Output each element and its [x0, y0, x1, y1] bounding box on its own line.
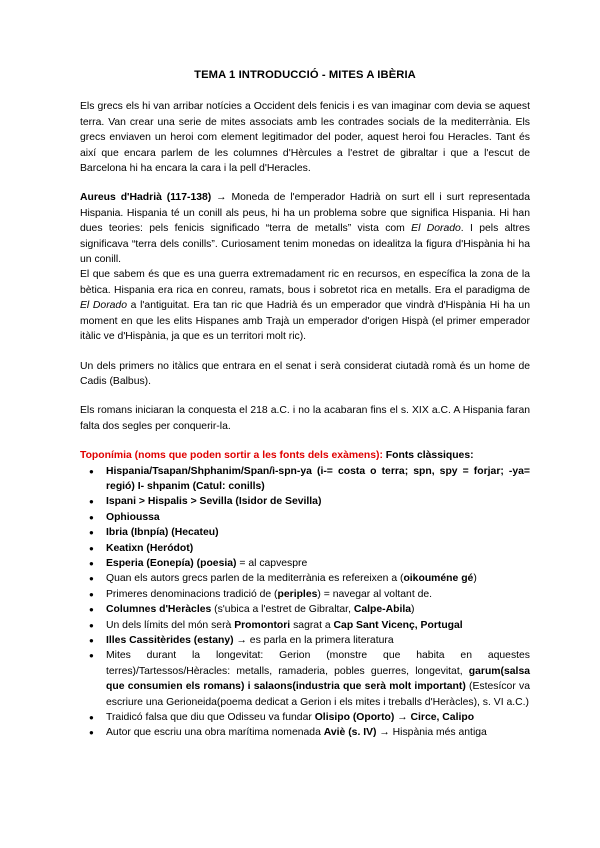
list-item: ● Esperia (Eonepía) (poesia) = al capvespre — [80, 556, 530, 571]
aureus-heading: Aureus d'Hadrià (117-138) — [80, 192, 212, 204]
conquest-paragraph: Els romans iniciaran la conquesta el 218 a.C. i no la acabaran fins el s. XIX a.C. A Hispania faran falta dos segles per conquerir-la. — [80, 405, 530, 432]
balbus-paragraph: Un dels primers no itàlics que entrara en el senat i serà considerat ciutadà romà és un home de Cadis (Balbus). — [80, 360, 530, 387]
list-item: ● Autor que escriu una obra marítima nomenada Aviè (s. IV) → Hispània més antiga — [80, 725, 530, 740]
toponimia-list — [80, 464, 530, 741]
intro-paragraph: Els grecs els hi van arribar notícies a Occident dels fenicis i es van imaginar com devia se aquest terra. Van crear una serie de mites associats amb les contrades socials de la mediterrània. Els grecs enviaven un heroi com element legitimador del poder, aquest heroi fou Heracles. Tant és així que encara parlem de les columnes d'Hèrcules a l'estret de gibraltar i que a l'escut de Barcelona hi ha encara la cara i la pell d'Heracles. — [80, 101, 530, 175]
page-title: TEMA 1 INTRODUCCIÓ - MITES A IBÈRIA — [194, 69, 416, 81]
list-item: ● Mites durant la longevitat: Gerion (monstre que habita en aquestes terres)/Tartessos/Hèracles: metalls, ramaderia, pobles guerres, longevitat, garum(salsa que consumien els romans) i salaons(industria que serà molt important) (Estesícor va escriure una Gerioneida(poema dedicat a Gerion i els mites i treballs d'Heràcles), s. VI a.C.) — [80, 648, 530, 710]
list-item: ● Ophioussa — [80, 510, 530, 525]
list-item: ● Illes Cassitèrides (estany) → es parla en la primera literatura — [80, 633, 530, 648]
list-item: ● Traidicó falsa que diu que Odisseu va fundar Olisipo (Oporto) → Circe, Calipo — [80, 710, 530, 725]
aureus-paragraph: Aureus d'Hadrià (117-138) → Moneda de l'emperador Hadrià on surt ell i surt representada Hispania. Hispania té un conill als peus, hi ha un problema sobre que significa Hispania. Hi han dues teories: pels fenicis significado “terra de metalls” vista com El Dorado. I pels altres significava “terra dels conills”. Curiosament tenim monedas on idealitza la figura d'Hispània hi ha un conill. — [80, 192, 530, 266]
list-item: ● Keatixn (Heródot) — [80, 541, 530, 556]
toponimia-heading: Toponímia (noms que poden sortir a les fonts dels exàmens): Fonts clàssiques: — [80, 450, 474, 462]
list-item: ● Ibria (Ibnpía) (Hecateu) — [80, 525, 530, 540]
document-page — [80, 68, 530, 741]
list-item: ● Quan els autors grecs parlen de la mediterrània es refereixen a (oikouméne gé) — [80, 571, 530, 586]
list-item: ● Un dels límits del món serà Promontori sagrat a Cap Sant Vicenç, Portugal — [80, 618, 530, 633]
list-item: ● Primeres denominacions tradició de (periples) = navegar al voltant de. — [80, 587, 530, 602]
hispania-wealth-paragraph: El que sabem és que es una guerra extremadament ric en recursos, en específica la zona de la bètica. Hispania era rica en conreu, ramats, bous i sobretot rica en metalls. Era el paradigma de El Dorado a l'antiguitat. Era tan ric que Hadrià és un emperador que vindrà d'Hispània Hi ha un moment en que les elits Hispanes amb Trajà un emperador d'origen Hispà (el primer emperador itàlic ve d'Hispània, ja que es un territori molt ric). — [80, 269, 530, 343]
list-item: ● Columnes d'Heràcles (s'ubica a l'estret de Gibraltar, Calpe-Abila) — [80, 602, 530, 617]
list-item: ● Ispani > Hispalis > Sevilla (Isidor de Sevilla) — [80, 494, 530, 509]
list-item: ● Hispania/Tsapan/Shphanim/Span/ì-spn-ya (i-= costa o terra; spn, spy = forjar; -ya= regió) I- shpanim (Catul: conills) — [80, 464, 530, 495]
